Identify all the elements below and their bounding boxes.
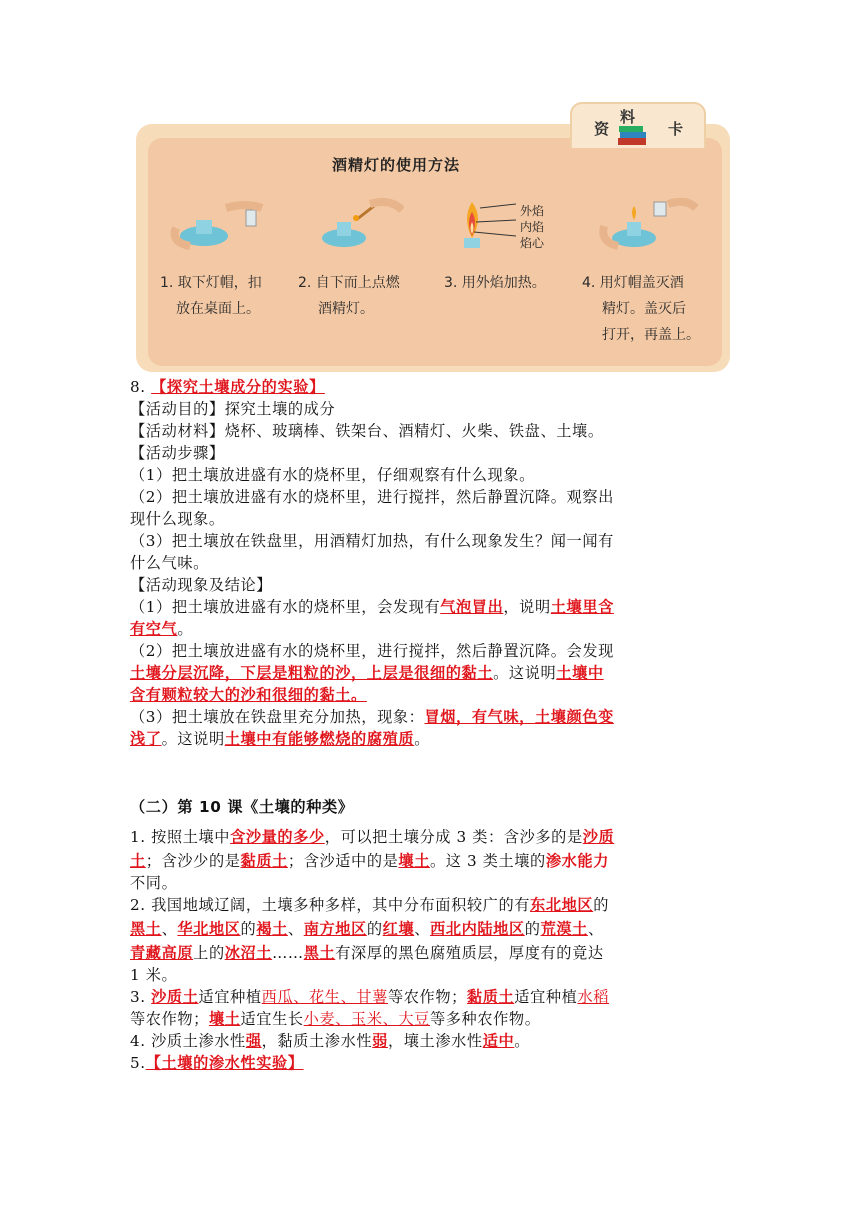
exp-step-3a: （3）把土壤放在铁盘里，用酒精灯加热，有什么现象发生？闻一闻有 (130, 532, 614, 550)
tab-char-3: 卡 (668, 120, 684, 138)
exp-result-2: （2）把土壤放进盛有水的烧杯里，进行搅拌，然后静置沉降。会发现 (130, 642, 614, 660)
answer: 渗水能力 (545, 852, 609, 870)
tab-char-1: 资 (594, 120, 610, 138)
answer: 气泡冒出 (440, 598, 504, 616)
card-title: 酒精灯的使用方法 (332, 156, 461, 174)
exp-result-3: （3）把土壤放在铁盘里充分加热，现象：冒烟，有气味，土壤颜色变 (130, 708, 614, 726)
lesson-p1-line2: 土；含沙少的是黏质土；含沙适中的是壤土。这 3 类土壤的渗水能力 (130, 852, 609, 870)
answer: 东北地区 (530, 896, 594, 914)
answer: 西北内陆地区 (430, 920, 525, 938)
books-icon (616, 124, 650, 148)
exp-result-2c (130, 684, 367, 706)
answer: 适中 (482, 1032, 515, 1050)
exp-title: 【探究土壤成分的实验】 (151, 378, 325, 396)
flame-label-outer: 外焰 (520, 204, 545, 218)
step-1-text: 1. 取下灯帽，扣 放在桌面上。 (160, 275, 262, 317)
exp-result-1: （1）把土壤放进盛有水的烧杯里，会发现有气泡冒出，说明土壤里含 (130, 598, 614, 616)
answer: 含沙量的多少 (230, 828, 325, 846)
answer: 壤土 (398, 852, 430, 870)
flame-label-inner: 内焰 (520, 220, 545, 234)
info-card (136, 102, 730, 372)
exp-purpose: 【活动目的】探究土壤的成分 (130, 400, 336, 418)
step-2-text: 2. 自下而上点燃 酒精灯。 (298, 275, 400, 317)
answer: 沙质土 (151, 988, 199, 1006)
flame-label-core: 焰心 (520, 236, 545, 250)
lesson-p3-line2: 等农作物；壤土适宜生长小麦、玉米、大豆等多种农作物。 (130, 1010, 541, 1028)
exp-steps-head: 【活动步骤】 (130, 444, 225, 462)
answer: 土壤中有能够燃烧的腐殖质 (224, 730, 415, 748)
exp-number: 8. (130, 378, 146, 396)
answer: 【土壤的渗水性实验】 (145, 1054, 304, 1072)
exp-result-2b: 土壤分层沉降，下层是粗粒的沙，上层是很细的黏土。这说明土壤中 (130, 664, 604, 682)
answer: 有空气 (130, 620, 178, 638)
answer: 土壤分层沉降，下层是粗粒的沙，上层是很细的黏土 (130, 664, 494, 682)
answer: 土壤里含 (550, 598, 614, 616)
lesson-p2-line3: 青藏高原上的冰沼土……黑土有深厚的黑色腐殖质层，厚度有的竟达 (130, 944, 604, 962)
answer: 黑土 (130, 920, 162, 938)
answer: 黏质土 (240, 852, 288, 870)
lesson-p5: 5.【土壤的渗水性实验】 (130, 1054, 304, 1072)
exp-result-head: 【活动现象及结论】 (130, 576, 273, 594)
tab-char-2: 料 (620, 108, 636, 126)
step-4-text: 4. 用灯帽盖灭酒 精灯。盖灭后 打开，再盖上。 (582, 275, 700, 343)
exp-result-3b: 浅了。这说明土壤中有能够燃烧的腐殖质。 (130, 730, 430, 748)
exp-result-1b: 有空气。 (130, 620, 194, 638)
answer: 华北地区 (177, 920, 241, 938)
exp-materials: 【活动材料】烧杯、玻璃棒、铁架台、酒精灯、火柴、铁盘、土壤。 (130, 422, 604, 440)
answer: 水稻 (577, 988, 610, 1006)
answer: 浅了 (130, 730, 162, 748)
exp-step-1: （1）把土壤放进盛有水的烧杯里，仔细观察有什么现象。 (130, 466, 535, 484)
answer: 黏质土 (466, 988, 515, 1006)
lesson-heading: （二）第 10 课《土壤的种类》 (130, 798, 354, 816)
answer: 褐土 (256, 920, 288, 938)
answer: 小麦、玉米、大豆 (303, 1010, 430, 1028)
step-3-text: 3. 用外焰加热。 (444, 275, 546, 291)
lesson-p3-line1: 3. 沙质土适宜种植西瓜、花生、甘薯等农作物；黏质土适宜种植水稻 (130, 988, 610, 1006)
answer: 冰沼土 (224, 944, 273, 962)
answer: 强 (245, 1032, 262, 1050)
answer: 荒漠土 (540, 920, 588, 938)
answer: 南方地区 (303, 920, 367, 938)
lesson-p1-line1: 1. 按照土壤中含沙量的多少，可以把土壤分成 3 类：含沙多的是沙质 (130, 828, 615, 846)
info-card-tab (570, 102, 706, 148)
answer: 西瓜、花生、甘薯 (261, 988, 388, 1006)
answer: 弱 (372, 1032, 388, 1050)
answer: 土壤中 (556, 664, 604, 682)
exp-step-2a: （2）把土壤放进盛有水的烧杯里，进行搅拌，然后静置沉降。观察出 (130, 488, 614, 506)
answer: 青藏高原 (130, 944, 194, 962)
lesson-p1-line3: 不同。 (130, 874, 178, 892)
answer: 黑土 (303, 944, 336, 962)
answer: 土 (130, 852, 146, 870)
answer: 含有颗粒较大的沙和很细的黏土。 (130, 686, 367, 704)
exp-title-line (130, 376, 325, 398)
answer: 壤土 (208, 1010, 241, 1028)
lesson-p2-line1: 2. 我国地域辽阔，土壤多种多样，其中分布面积较广的有东北地区的 (130, 896, 609, 914)
exp-step-3b: 什么气味。 (130, 554, 209, 572)
remove-cap-icon (166, 198, 266, 250)
lesson-p2-line4: 1 米。 (130, 966, 178, 984)
extinguish-icon (598, 198, 698, 250)
answer: 冒烟，有气味，土壤颜色变 (424, 708, 614, 726)
answer: 沙质 (582, 828, 615, 846)
answer: 红壤 (382, 920, 415, 938)
lesson-p4: 4. 沙质土渗水性强，黏质土渗水性弱，壤土渗水性适中。 (130, 1032, 531, 1050)
light-lamp-icon (304, 198, 404, 250)
lesson-p2-line2: 黑土、华北地区的褐土、南方地区的红壤、西北内陆地区的荒漠土、 (130, 920, 604, 938)
exp-step-2b: 现什么现象。 (130, 510, 225, 528)
